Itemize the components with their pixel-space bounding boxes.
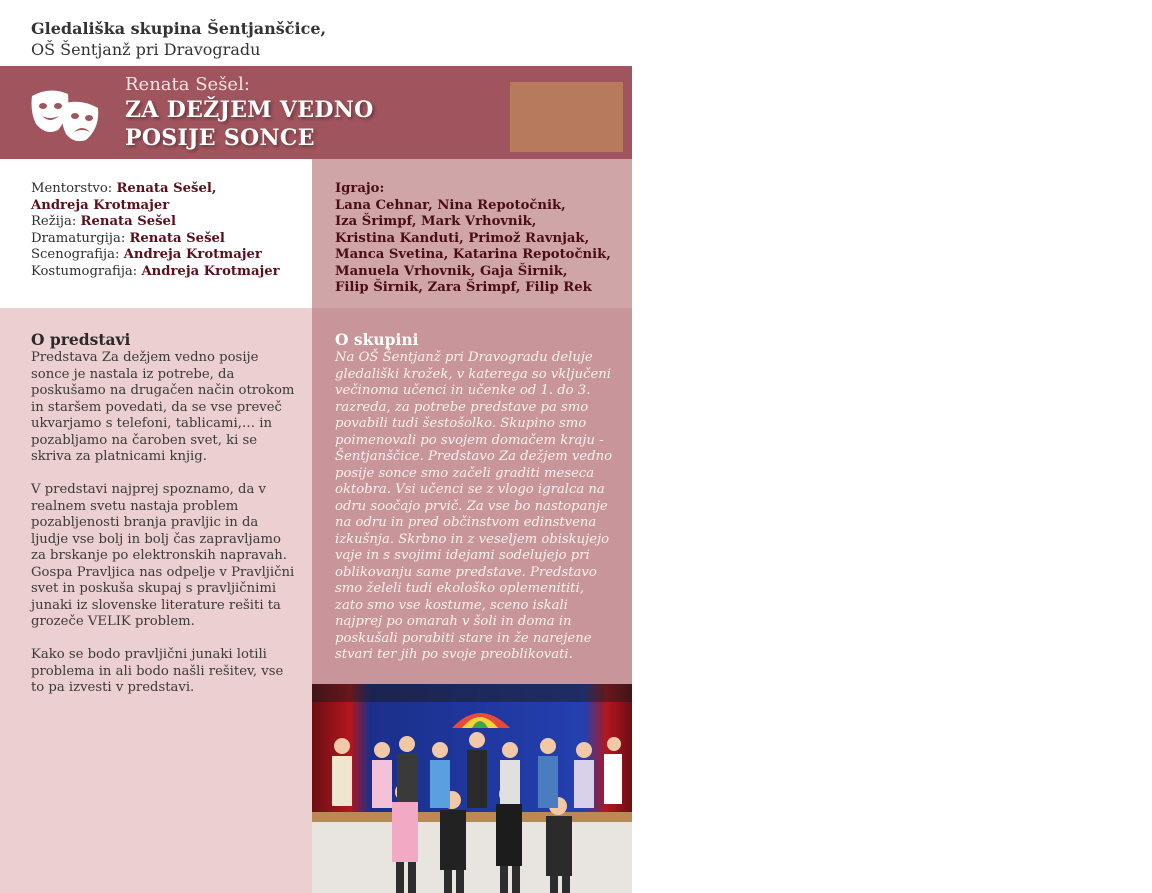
credit-line: Kostumografija: Andreja Krotmajer [31,263,280,279]
group-text: Na OŠ Šentjanž pri Dravogradu deluje gledališki krožek, v katerega so vključeni večinoma učenci in učenke od 1. do 3. razreda, za potrebe predstave pa smo povabili tudi šestošolko. Skupino smo poimenovali po svojem domačem kraju - Šentjanščice. Predstavo Za dežjem vedno posije sonce smo začeli graditi meseca oktobra. Vsi učenci se z vlogo igralca na odru soočajo prvič. Za vse bo nastopanje na odru in pred občinstvom edinstvena izkušnja. Skrbno in z veseljem obiskujejo vaje in s svojimi idejami sodelujejo pri oblikovanju same predstave. Predstavo smo želeli tudi ekološko oplemenititi, zato smo vse kostume, sceno iskali najprej po omarah v šoli in doma in poskušali porabiti stare in že narejene stvari ter jih po svoje preoblikovati. [335,350,613,662]
group-heading: O skupini [335,330,419,349]
cast-heading: Igrajo: [335,181,385,196]
credit-line: Mentorstvo: Renata Sešel, [31,181,217,196]
play-title-line2: POSIJE SONCE [125,125,315,151]
about-play-panel [0,308,312,893]
credits-panel [0,159,312,308]
about-heading: O predstavi [31,330,131,349]
play-title-line1: ZA DEŽJEM VEDNO [125,97,374,123]
cast-line: Filip Širnik, Zara Šrimpf, Filip Rek [335,280,592,295]
group-name: Gledališka skupina Šentjanščice, [31,19,327,38]
about-paragraph: Predstava Za dežjem vedno posije sonce je nastala iz potrebe, da poskušamo na drugačen način otrokom in staršem povedati, da se vse preveč ukvarjamo s telefoni, tablicami,… in pozabljamo na čaroben svet, ki se skriva za platnicami knjig. [31,350,295,464]
title-banner [0,66,632,159]
about-paragraph: Kako se bodo pravljični junaki lotili problema in ali bodo našli rešitev, vse to pa izvesti v predstavi. [31,647,284,695]
cast-line: Manca Svetina, Katarina Repotočnik, [335,247,611,262]
credit-line: Dramaturgija: Renata Sešel [31,230,225,246]
about-group-panel [312,308,632,684]
cast-line: Kristina Kanduti, Primož Ravnjak, [335,230,590,246]
school-name: OŠ Šentjanž pri Dravogradu [31,40,261,59]
theater-masks-icon [28,86,104,146]
org-header [31,18,326,60]
cast-line: Manuela Vrhovnik, Gaja Širnik, [335,263,568,279]
group-photo [312,684,632,893]
credit-line: Andreja Krotmajer [31,197,170,213]
play-title [125,96,374,152]
credit-line: Scenografija: Andreja Krotmajer [31,247,262,262]
credit-line: Režija: Renata Sešel [31,214,176,229]
cast-line: Iza Šrimpf, Mark Vrhovnik, [335,214,537,229]
poster-image [510,82,623,152]
about-paragraph: V predstavi najprej spoznamo, da v realnem svetu nastaja problem pozabljenosti branja pravljic in da ljudje vse bolj in bolj čas zapravljamo za brskanje po elektronskih napravah. Gospa Pravljica nas odpelje v Pravljični svet in poskuša skupaj s pravljičnimi junaki iz slovenske literature rešiti ta grozeče VELIK problem. [31,482,295,629]
cast-panel [312,159,632,308]
cast-line: Lana Cehnar, Nina Repotočnik, [335,197,566,213]
author-name: Renata Sešel: [125,74,250,95]
